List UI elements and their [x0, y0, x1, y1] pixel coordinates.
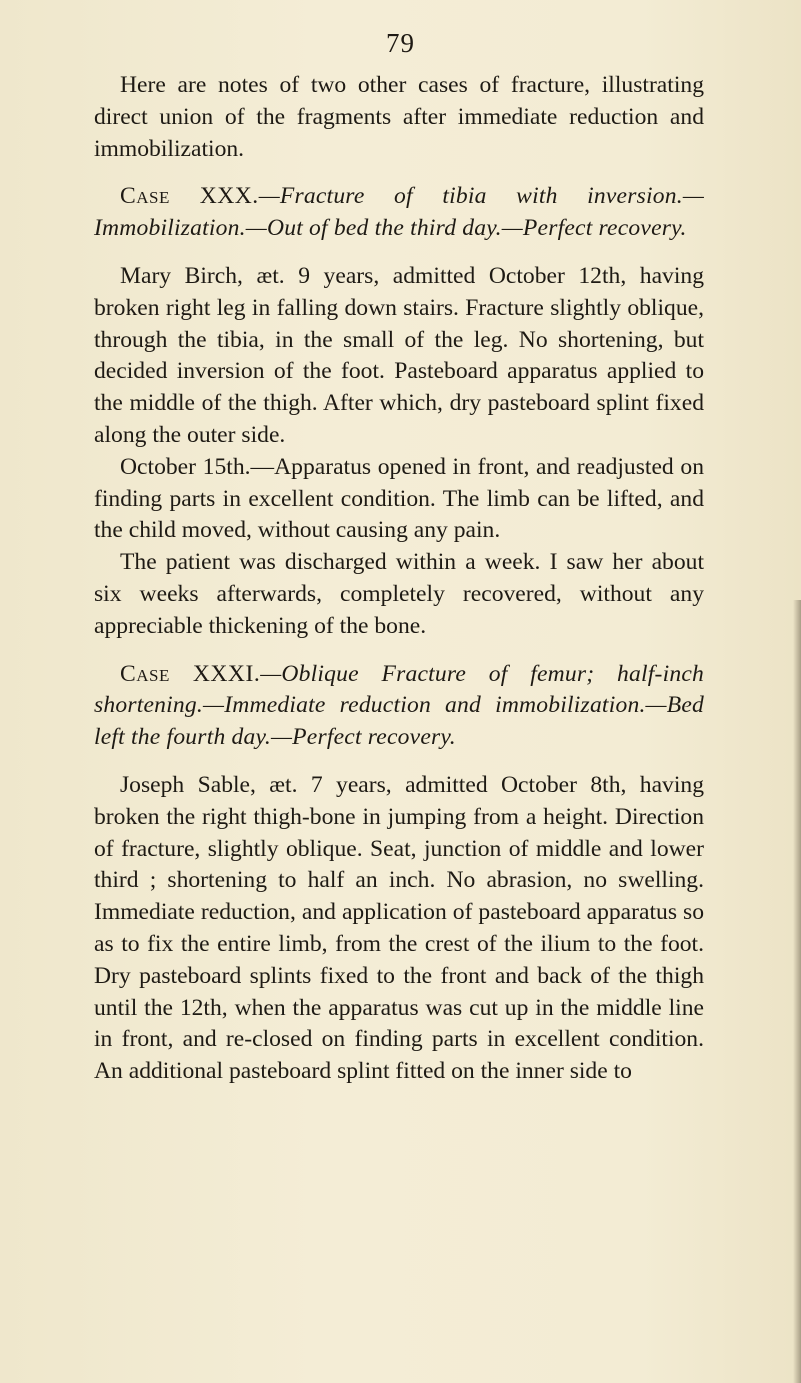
case-30-title: —Fracture of tibia with inversion.—Immobilization.—Out of bed the third day.—Perfect recovery.	[94, 183, 704, 242]
case-31-label: Case XXXI.	[120, 660, 261, 687]
case-30-paragraph-2: October 15th.—Apparatus opened in front, and readjusted on finding parts in excellent condition. The limb can be lifted, and the child moved, without causing any pain.	[94, 453, 704, 544]
intro-paragraph: Here are notes of two other cases of fracture, illustrating direct union of the fragments after immediate reduction and immobilization.	[94, 72, 704, 162]
body-text	[94, 70, 704, 1088]
case-31-title: —Oblique Fracture of femur; half-inch shortening.—Immediate reduction and immobilization.—Bed left the fourth day.—Perfect recovery.	[94, 660, 704, 751]
case-30-heading	[94, 181, 704, 245]
case-31-heading	[94, 659, 704, 754]
page-edge-shadow	[793, 600, 801, 1383]
case-30-label: Case XXX.	[120, 183, 259, 210]
page-number: 79	[386, 28, 415, 58]
case-31-paragraph-1: Joseph Sable, æt. 7 years, admitted October 8th, having broken the right thigh-bone in jumping from a height. Direction of fracture, slightly oblique. Seat, junction of middle and lower third ; shortening to half an inch. No abrasion, no swelling. Immediate reduction, and application of pasteboard apparatus so as to fix the entire limb, from the crest of the ilium to the foot. Dry pasteboard splints fixed to the front and back of the thigh until the 12th, when the apparatus was cut up in the middle line in front, and re-closed on finding parts in excellent condition. An additional pasteboard splint fitted on the inner side to	[94, 771, 704, 1085]
case-30-paragraph-3: The patient was discharged within a week. I saw her about six weeks afterwards, completely recovered, without any appreciable thickening of the bone.	[94, 549, 704, 639]
case-30-paragraph-1: Mary Birch, æt. 9 years, admitted October 12th, having broken right leg in falling down stairs. Fracture slightly oblique, through the tibia, in the small of the leg. No shortening, but decided inversion of the foot. Pasteboard apparatus applied to the middle of the thigh. After which, dry pasteboard splint fixed along the outer side.	[94, 262, 704, 448]
